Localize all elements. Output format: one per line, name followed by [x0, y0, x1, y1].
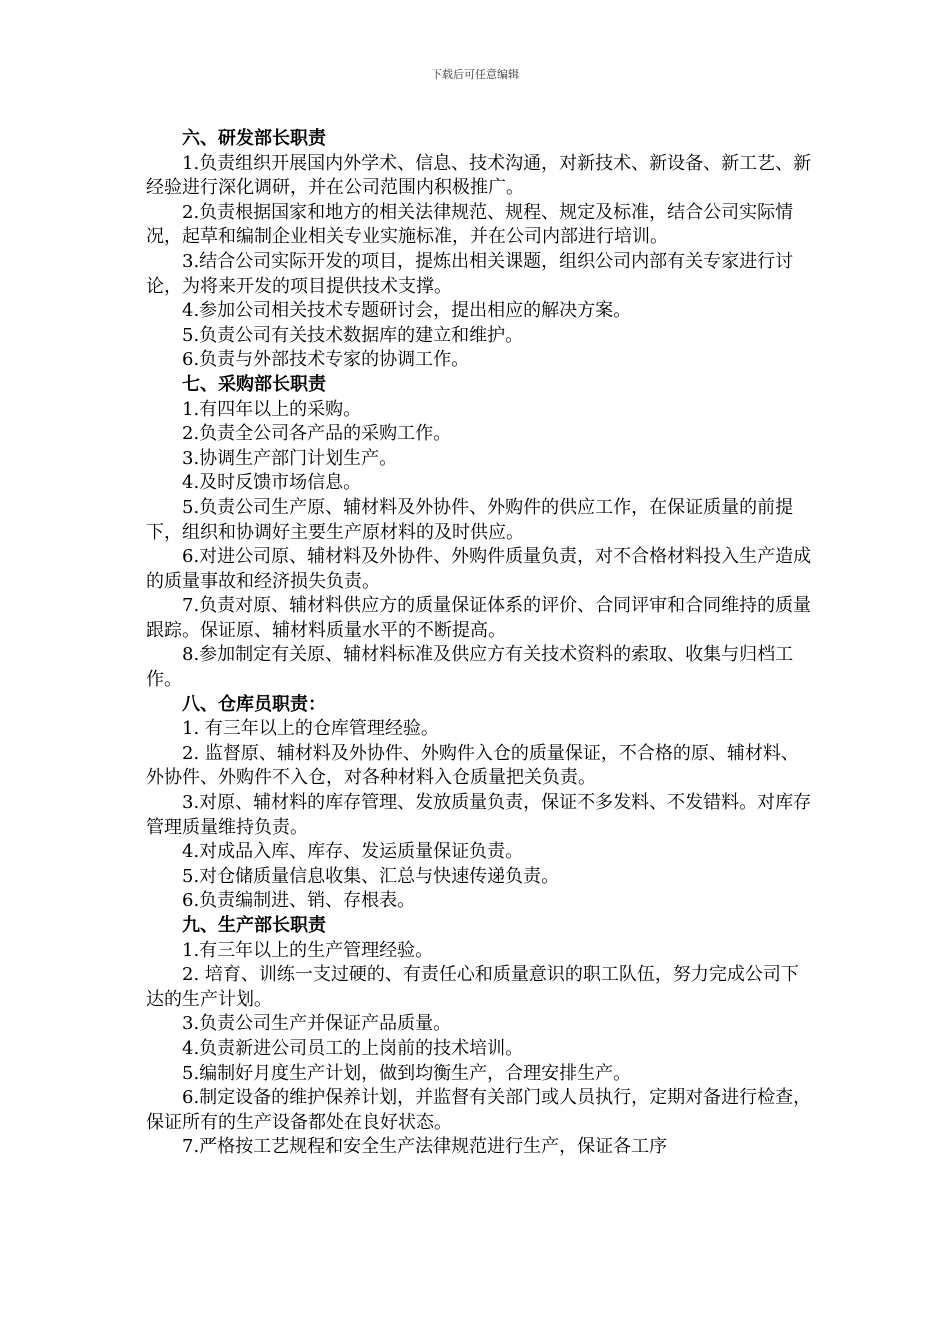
paragraph-line: 2. 培育、训练一支过硬的、有责任心和质量意识的职工队伍，努力完成公司下达的生产计划。: [146, 964, 799, 1010]
paragraph-line: 3.对原、辅材料的库存管理、发放质量负责，保证不多发料、不发错料。对库存管理质量维持负责。: [146, 792, 812, 838]
paragraph-line: 5.负责公司有关技术数据库的建立和维护。: [182, 324, 524, 346]
paragraph-line: 1. 有三年以上的仓库管理经验。: [182, 718, 439, 740]
paragraph-line: 2.负责根据国家和地方的相关法律规范、规程、规定及标准，结合公司实际情况，起草和编制企业相关专业实施标准，并在公司内部进行培训。: [146, 201, 794, 248]
section-heading: 七、采购部长职责: [182, 373, 326, 395]
paragraph-line: 1.有三年以上的生产管理经验。: [182, 939, 434, 961]
paragraph-line: 4.参加公司相关技术专题研讨会，提出相应的解决方案。: [182, 300, 632, 322]
paragraph-line: 5.编制好月度生产计划，做到均衡生产，合理安排生产。: [182, 1062, 632, 1084]
document-body: [146, 127, 812, 1160]
paragraph-line: 7.严格按工艺规程和安全生产法律规范进行生产，保证各工序: [182, 1136, 668, 1158]
paragraph-line: 8.参加制定有关原、辅材料标准及供应方有关技术资料的索取、收集与归档工作。: [146, 644, 794, 691]
paragraph-line: 1.负责组织开展国内外学术、信息、技术沟通，对新技术、新设备、新工艺、新经验进行深化调研，并在公司范围内积极推广。: [146, 152, 812, 199]
paragraph-line: 3.负责公司生产并保证产品质量。: [182, 1013, 452, 1035]
paragraph-line: 3.协调生产部门计划生产。: [182, 447, 398, 469]
section-heading: 八、仓库员职责：: [182, 693, 326, 715]
paragraph-line: 4.负责新进公司员工的上岗前的技术培训。: [182, 1037, 524, 1059]
paragraph-line: 4.对成品入库、库存、发运质量保证负责。: [182, 841, 524, 863]
paragraph-line: 6.负责与外部技术专家的协调工作。: [182, 349, 470, 371]
paragraph-line: 6.负责编制进、销、存根表。: [182, 890, 416, 912]
paragraph-line: 7.负责对原、辅材料供应方的质量保证体系的评价、合同评审和合同维持的质量跟踪。保证原、辅材料质量水平的不断提高。: [146, 595, 812, 641]
paragraph-line: 5.对仓储质量信息收集、汇总与快速传递负责。: [182, 865, 560, 887]
paragraph-line: 6.制定设备的维护保养计划，并监督有关部门或人员执行，定期对备进行检查，保证所有的生产设备都处在良好状态。: [146, 1087, 812, 1133]
page-header: 下载后可任意编辑: [431, 68, 519, 81]
paragraph-line: 2.负责全公司各产品的采购工作。: [182, 423, 452, 445]
paragraph-line: 3.结合公司实际开发的项目，提炼出相关课题，组织公司内部有关专家进行讨论，为将来开发的项目提供技术支撑。: [146, 250, 794, 297]
paragraph-line: 1.有四年以上的采购。: [182, 398, 362, 420]
section-heading: 六、研发部长职责: [182, 128, 326, 149]
paragraph-line: 4.及时反馈市场信息。: [182, 472, 362, 494]
paragraph-line: 5.负责公司生产原、辅材料及外协件、外购件的供应工作，在保证质量的前提下，组织和协调好主要生产原材料的及时供应。: [146, 496, 794, 543]
paragraph-line: 2. 监督原、辅材料及外协件、外购件入仓的质量保证，不合格的原、辅材料、外协件、外购件不入仓，对各种材料入仓质量把关负责。: [146, 742, 799, 789]
paragraph-line: 6.对进公司原、辅材料及外协件、外购件质量负责，对不合格材料投入生产造成的质量事故和经济损失负责。: [146, 546, 812, 592]
section-heading: 九、生产部长职责: [182, 915, 326, 936]
